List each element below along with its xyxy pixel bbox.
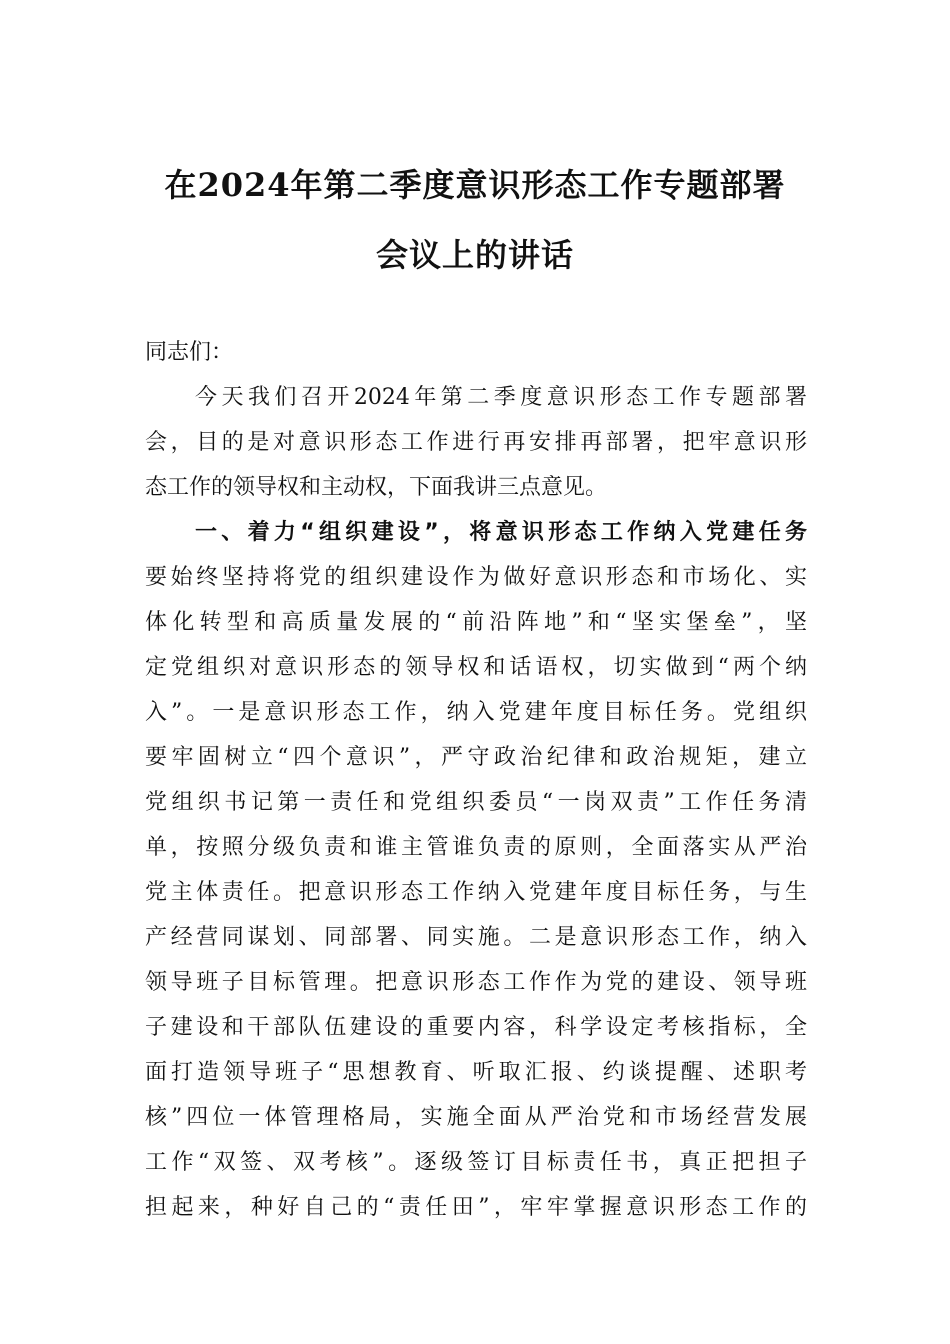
paragraph-line: 子建设和干部队伍建设的重要内容，科学设定考核指标，全 bbox=[145, 1015, 807, 1040]
salutation: 同志们： bbox=[145, 340, 234, 365]
paragraph-line: 担起来，种好自己的“责任田”，牢牢掌握意识形态工作的 bbox=[145, 1195, 807, 1220]
paragraph-line: 入”。一是意识形态工作，纳入党建年度目标任务。党组织 bbox=[145, 700, 807, 725]
intro-line: 会，目的是对意识形态工作进行再安排再部署，把牢意识形 bbox=[145, 430, 807, 455]
paragraph-line: 党主体责任。把意识形态工作纳入党建年度目标任务，与生 bbox=[145, 880, 807, 905]
paragraph-line: 领导班子目标管理。把意识形态工作作为党的建设、领导班 bbox=[145, 970, 807, 995]
intro-line: 态工作的领导权和主动权，下面我讲三点意见。 bbox=[145, 475, 608, 500]
section-heading: 一、着力“组织建设”，将意识形态工作纳入党建任务 bbox=[195, 520, 807, 545]
paragraph-line: 面打造领导班子“思想教育、听取汇报、约谈提醒、述职考 bbox=[145, 1060, 807, 1085]
paragraph-line: 产经营同谋划、同部署、同实施。二是意识形态工作，纳入 bbox=[145, 925, 807, 950]
paragraph-line: 党组织书记第一责任和党组织委员“一岗双责”工作任务清 bbox=[145, 790, 807, 815]
paragraph-line: 核”四位一体管理格局，实施全面从严治党和市场经营发展 bbox=[145, 1105, 807, 1130]
paragraph-line: 单，按照分级负责和谁主管谁负责的原则，全面落实从严治 bbox=[145, 835, 807, 860]
paragraph-line: 要始终坚持将党的组织建设作为做好意识形态和市场化、实 bbox=[145, 565, 807, 590]
intro-line: 今天我们召开2024年第二季度意识形态工作专题部署 bbox=[195, 385, 807, 410]
paragraph-line: 定党组织对意识形态的领导权和话语权，切实做到“两个纳 bbox=[145, 655, 807, 680]
document-title-line1: 在2024年第二季度意识形态工作专题部署 bbox=[164, 166, 786, 204]
document-title-line2: 会议上的讲话 bbox=[375, 236, 574, 274]
paragraph-line: 体化转型和高质量发展的“前沿阵地”和“坚实堡垒”，坚 bbox=[145, 610, 807, 635]
paragraph-line: 要牢固树立“四个意识”，严守政治纪律和政治规矩，建立 bbox=[145, 745, 807, 770]
paragraph-line: 工作“双签、双考核”。逐级签订目标责任书，真正把担子 bbox=[145, 1150, 807, 1175]
